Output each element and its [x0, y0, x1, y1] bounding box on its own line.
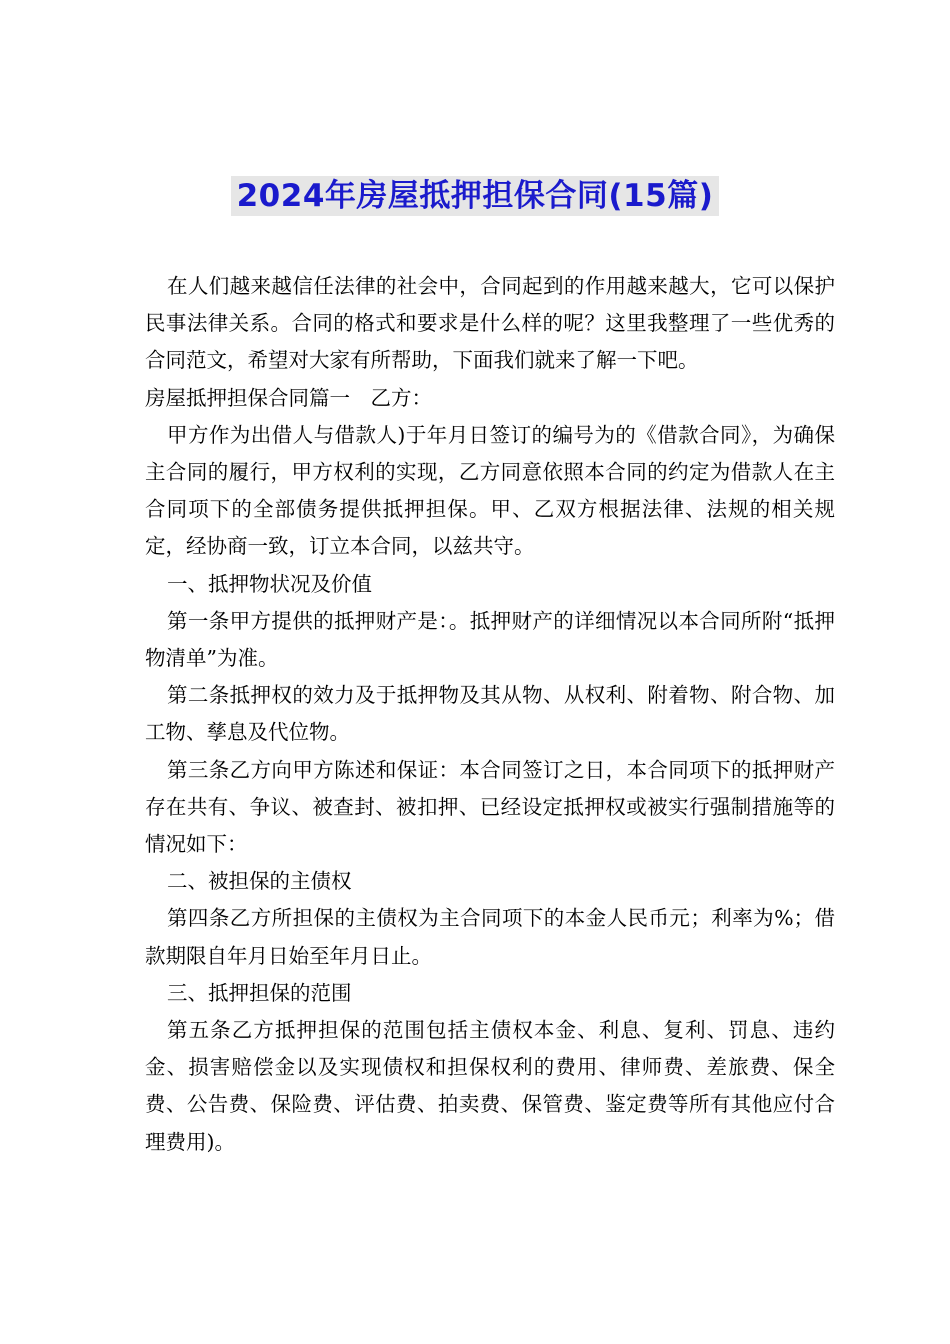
section-label: 房屋抵押担保合同篇一 乙方：	[145, 385, 432, 410]
article-3: 第三条乙方向甲方陈述和保证：本合同签订之日，本合同项下的抵押财产存在共有、争议、被查封、被扣押、已经设定抵押权或被实行强制措施等的情况如下：	[145, 757, 835, 857]
title-container	[0, 176, 950, 216]
article-1: 第一条甲方提供的抵押财产是：。抵押财产的详细情况以本合同所附“抵押物清单”为准。	[145, 608, 835, 671]
article-5: 第五条乙方抵押担保的范围包括主债权本金、利息、复利、罚息、违约金、损害赔偿金以及实现债权和担保权利的费用、律师费、差旅费、保全费、公告费、保险费、评估费、拍卖费、保管费、鉴定费等所有其他应付合理费用)。	[145, 1018, 835, 1154]
article-4: 第四条乙方所担保的主债权为主合同项下的本金人民币元；利率为%；借款期限自年月日始至年月日止。	[145, 906, 835, 968]
document-body	[145, 268, 835, 1161]
section-heading-1: 一、抵押物状况及价值	[167, 571, 372, 596]
preamble-paragraph: 甲方作为出借人与借款人)于年月日签订的编号为的《借款合同》，为确保主合同的履行，甲方权利的实现，乙方同意依照本合同的约定为借款人在主合同项下的全部债务提供抵押担保。甲、乙双方根据法律、法规的相关规定，经协商一致，订立本合同，以兹共守。	[145, 422, 835, 559]
intro-paragraph: 在人们越来越信任法律的社会中，合同起到的作用越来越大，它可以保护民事法律关系。合同的格式和要求是什么样的呢？这里我整理了一些优秀的合同范文，希望对大家有所帮助，下面我们就来了解一下吧。	[145, 274, 835, 373]
section-heading-3: 三、抵押担保的范围	[167, 980, 352, 1005]
section-heading-2: 二、被担保的主债权	[167, 869, 352, 894]
article-2: 第二条抵押权的效力及于抵押物及其从物、从权利、附着物、附合物、加工物、孳息及代位物。	[145, 683, 835, 745]
document-title: 2024年房屋抵押担保合同(15篇)	[231, 176, 720, 216]
